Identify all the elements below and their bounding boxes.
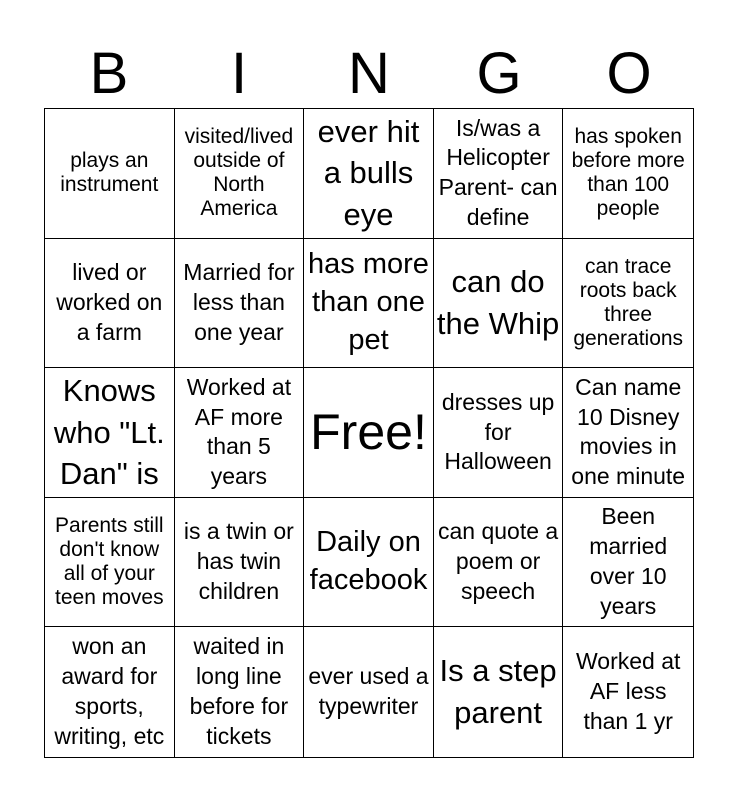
bingo-cell-r5c4[interactable]: Is a step parent <box>434 627 564 757</box>
bingo-cell-r5c1[interactable]: won an award for sports, writing, etc <box>45 627 175 757</box>
bingo-cell-r5c5[interactable]: Worked at AF less than 1 yr <box>575 648 681 735</box>
bingo-board <box>44 108 694 758</box>
bingo-cell-r4c3[interactable]: Daily on facebook <box>304 498 434 628</box>
bingo-cell-r4c5[interactable]: Been married over 10 years <box>563 498 693 628</box>
header-letter-o: O <box>606 41 652 106</box>
bingo-cell-free[interactable]: Free! <box>304 368 434 498</box>
header-letter-i: I <box>230 41 248 106</box>
bingo-cell-r2c5[interactable]: can trace roots back three generations <box>563 239 693 369</box>
bingo-cell-r2c3[interactable]: has more than one pet <box>304 239 434 369</box>
bingo-cell-r4c1[interactable]: Parents still don't know all of your teen moves <box>45 498 175 628</box>
bingo-cell-r3c1[interactable]: Knows who "Lt. Dan" is <box>45 368 175 498</box>
header-letter-b: B <box>89 41 129 106</box>
bingo-cell-r1c1[interactable]: plays an instrument <box>45 109 175 239</box>
bingo-header <box>44 40 694 108</box>
bingo-cell-r1c3[interactable]: ever hit a bulls eye <box>304 109 434 239</box>
bingo-cell-r1c4[interactable]: Is/was a Helicopter Parent- can define <box>434 109 564 239</box>
bingo-cell-r2c2[interactable]: Married for less than one year <box>175 239 305 369</box>
bingo-cell-r1c2[interactable]: visited/lived outside of North America <box>175 109 305 239</box>
bingo-cell-r4c2[interactable]: is a twin or has twin children <box>175 498 305 628</box>
bingo-cell-r3c5[interactable]: Can name 10 Disney movies in one minute <box>563 368 693 498</box>
bingo-cell-r2c4[interactable]: can do the Whip <box>434 239 564 369</box>
bingo-cell-r1c5[interactable]: has spoken before more than 100 people <box>563 109 693 239</box>
bingo-cell-r3c2[interactable]: Worked at AF more than 5 years <box>175 368 305 498</box>
bingo-cell-r2c1[interactable]: lived or worked on a farm <box>45 239 175 369</box>
bingo-cell-r3c4[interactable]: dresses up for Halloween <box>434 368 564 498</box>
bingo-cell-r5c2[interactable]: waited in long line before for tickets <box>175 627 305 757</box>
header-letter-g: G <box>476 41 522 106</box>
bingo-cell-r4c4[interactable]: can quote a poem or speech <box>434 498 564 628</box>
header-letter-n: N <box>348 41 390 106</box>
bingo-cell-r5c3[interactable]: ever used a typewriter <box>304 627 434 757</box>
